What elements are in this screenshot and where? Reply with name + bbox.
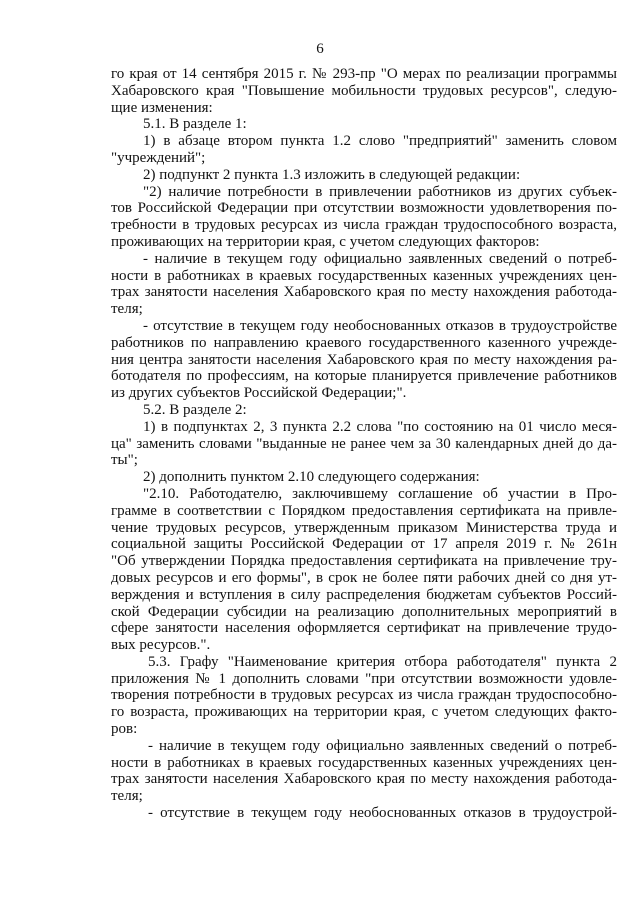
text-line: ния центра занятости населения Хабаровского края по месту нахождения ра- — [111, 351, 617, 368]
text-line: ров: — [111, 721, 138, 738]
text-line: трах занятости населения Хабаровского края по месту нахождения работода- — [111, 284, 617, 301]
text-line: 2) дополнить пунктом 2.10 следующего содержания: — [143, 469, 480, 486]
text-line: - отсутствие в текущем году необоснованных отказов в трудоустрой- — [148, 805, 617, 822]
text-line: 1) в подпунктах 2, 3 пункта 2.2 слова "по состоянию на 01 число меся- — [143, 418, 617, 435]
text-line: - наличие в текущем году официально заявленных сведений о потреб- — [148, 737, 617, 754]
text-line: - наличие в текущем году официально заявленных сведений о потреб- — [143, 250, 617, 267]
text-line: - отсутствие в текущем году необоснованных отказов в трудоустройстве — [143, 317, 617, 334]
text-line: ской Федерации субсидии на реализацию дополнительных мероприятий в — [111, 603, 617, 620]
text-line: тов Российской Федерации при отсутствии возможности удовлетворения по- — [111, 200, 617, 217]
text-line: ности в работниках в краевых государственных казенных учреждениях цен- — [111, 754, 617, 771]
text-line: ботодателя по профессиям, на которые планируется привлечение работников — [111, 368, 617, 385]
text-line: приложения № 1 дополнить словами "при отсутствии возможности удовле- — [111, 670, 617, 687]
text-line: Хабаровского края "Повышение мобильности трудовых ресурсов", следую- — [111, 82, 617, 99]
text-line: ты"; — [111, 452, 138, 469]
text-line: творения потребности в трудовых ресурсах из числа граждан трудоспособно- — [111, 687, 617, 704]
text-line: чение трудовых ресурсов, утвержденным приказом Министерства труда и — [111, 519, 617, 536]
text-line: работников по направлению краевого государственного казенного учрежде- — [111, 334, 617, 351]
text-line: ности в работниках в краевых государственных казенных учреждениях цен- — [111, 267, 617, 284]
text-line: "Об утверждении Порядка предоставления сертификата на привлечение тру- — [111, 553, 617, 570]
text-line: 1) в абзаце втором пункта 1.2 слово "предприятий" заменить словом — [143, 133, 617, 150]
text-line: го края от 14 сентября 2015 г. № 293-пр "О мерах по реализации программы — [111, 66, 617, 82]
text-line: сфере занятости населения оформляется сертификат на привлечение трудо- — [111, 620, 617, 637]
text-line: из других субъектов Российской Федерации;". — [111, 385, 407, 402]
text-line: грамме в соответствии с Порядком предоставления сертификата на привле- — [111, 502, 617, 519]
text-line: 5.3. Графу "Наименование критерия отбора работодателя" пункта 2 — [148, 653, 617, 670]
text-line: проживающих на территории края, с учетом следующих факторов: — [111, 233, 540, 250]
text-line: трах занятости населения Хабаровского края по месту нахождения работода- — [111, 771, 617, 788]
text-line: щие изменения: — [111, 99, 213, 116]
text-line: "2.10. Работодателю, заключившему соглашение об участии в Про- — [143, 485, 617, 502]
text-line: "учреждений"; — [111, 149, 206, 166]
text-line: требности в трудовых ресурсах из числа граждан трудоспособного возраста, — [111, 217, 617, 234]
text-line: теля; — [111, 788, 143, 805]
text-line: верждения и вступления в силу распределения бюджетам субъектов Россий- — [111, 586, 617, 603]
text-line: 5.2. В разделе 2: — [143, 401, 247, 418]
text-line: теля; — [111, 301, 143, 318]
text-line: вых ресурсов.". — [111, 637, 211, 654]
text-line: 5.1. В разделе 1: — [143, 116, 247, 133]
text-line: го возраста, проживающих на территории края, с учетом следующих факто- — [111, 704, 617, 721]
text-line: 2) подпункт 2 пункта 1.3 изложить в следующей редакции: — [143, 166, 521, 183]
document-body — [111, 66, 617, 822]
text-line: социальной защиты Российской Федерации от 17 апреля 2019 г. № 261н — [111, 536, 617, 553]
page-number: 6 — [316, 41, 324, 57]
text-line: довых ресурсов и его формы", в срок не более пяти рабочих дней со дня ут- — [111, 569, 617, 586]
text-line: "2) наличие потребности в привлечении работников из других субъек- — [143, 183, 617, 200]
text-line: ца" заменить словами "выданные не ранее чем за 30 календарных дней до да- — [111, 435, 617, 452]
